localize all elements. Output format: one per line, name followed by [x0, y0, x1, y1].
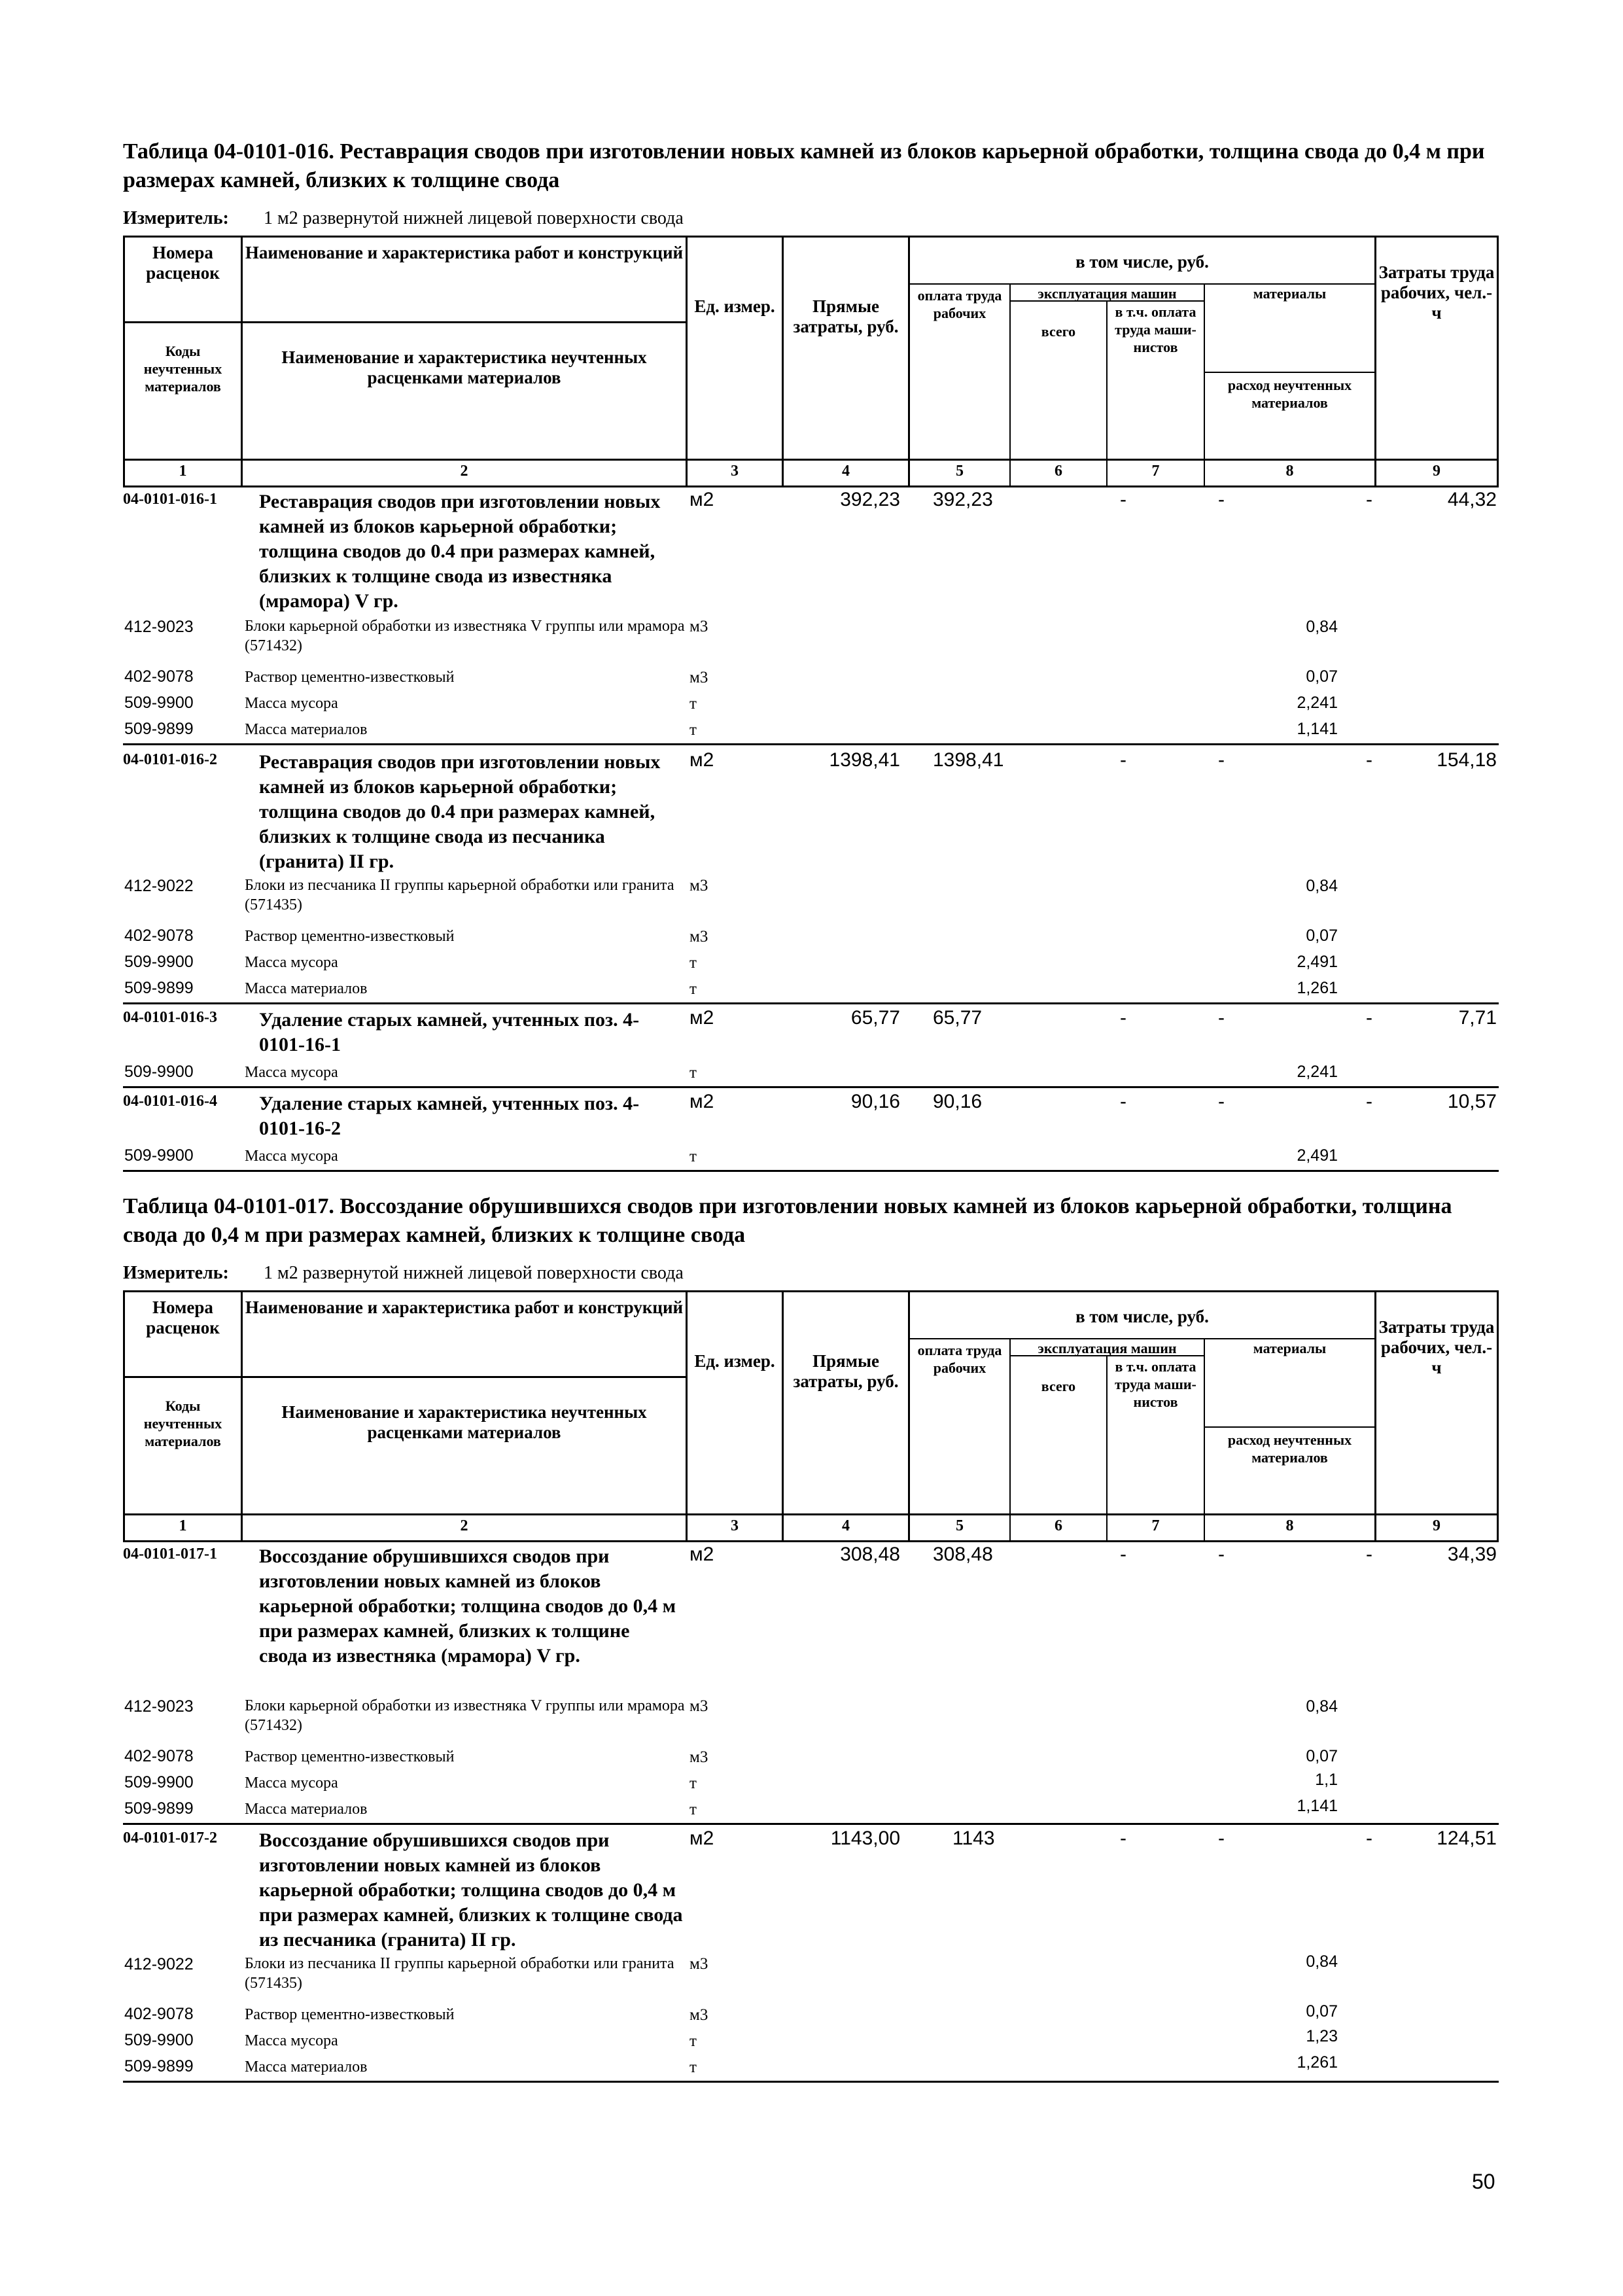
- col-index: 1: [179, 463, 187, 480]
- material-name: Масса мусора: [245, 954, 338, 971]
- rate-labor-pay: 90,16: [933, 1091, 983, 1112]
- measure-line: [123, 208, 684, 229]
- rate-labor-pay: 392,23: [933, 489, 993, 510]
- material-unit: т: [689, 695, 697, 713]
- col-index: 2: [460, 463, 468, 480]
- hdr-unit: Ед. измер.: [694, 296, 775, 316]
- material-code: 412-9023: [124, 618, 194, 636]
- material-unit: т: [689, 1064, 697, 1082]
- rate-unit: м2: [689, 1544, 714, 1565]
- col-index: 6: [1055, 1517, 1062, 1534]
- rate-materials: -: [1366, 489, 1372, 510]
- material-name: Блоки карьерной обработки из известняка V группы или мрамора (571432): [245, 618, 685, 654]
- rate-name: Удаление старых камней, учтенных поз. 4-0101-16-1: [259, 1009, 640, 1055]
- material-code: 509-9900: [124, 1773, 194, 1792]
- material-unit: т: [689, 2058, 697, 2076]
- hdr-material-codes: Коды неучтенных материалов: [143, 343, 222, 395]
- material-unit: м3: [689, 618, 708, 635]
- rate-code: 04-0101-016-1: [123, 491, 217, 508]
- material-code: 402-9078: [124, 927, 194, 945]
- material-name: Масса мусора: [245, 1064, 338, 1081]
- rate-operator-pay: -: [1218, 1007, 1225, 1029]
- rate-code: 04-0101-017-1: [123, 1545, 217, 1563]
- rate-unit: м2: [689, 1828, 714, 1849]
- material-code: 509-9900: [124, 1063, 194, 1081]
- material-code: 509-9900: [124, 2031, 194, 2049]
- material-unit: т: [689, 721, 697, 739]
- material-code: 509-9900: [124, 953, 194, 971]
- material-name: Масса мусора: [245, 2032, 338, 2049]
- material-name: Масса материалов: [245, 1801, 368, 1818]
- hdr-labor-pay: оплата труда рабочих: [917, 1342, 1002, 1376]
- hdr-labor-costs: Затраты труда рабочих, чел.-ч: [1378, 1317, 1495, 1377]
- hdr-machines: эксплуатация машин: [1038, 285, 1177, 302]
- material-unit: т: [689, 1148, 697, 1165]
- material-unit: м3: [689, 2006, 708, 2024]
- material-consumption: 2,491: [1297, 953, 1338, 971]
- rate-labor-costs: 10,57: [1447, 1091, 1497, 1112]
- material-consumption: 0,84: [1306, 1952, 1338, 1971]
- material-consumption: 1,261: [1297, 979, 1338, 997]
- material-consumption: 0,07: [1306, 667, 1338, 686]
- hdr-operator-pay: в т.ч. оплата труда маши-нистов: [1115, 304, 1196, 355]
- material-consumption: 1,23: [1306, 2027, 1338, 2045]
- material-code: 509-9899: [124, 720, 194, 738]
- material-unit: м3: [689, 1697, 708, 1715]
- col-index: 3: [731, 463, 739, 480]
- row-divider: [123, 1002, 1499, 1004]
- material-code: 412-9022: [124, 877, 194, 895]
- row-divider: [123, 743, 1499, 745]
- rate-machines-total: -: [1120, 1828, 1126, 1849]
- rate-name: Удаление старых камней, учтенных поз. 4-0101-16-2: [259, 1093, 640, 1139]
- rate-machines-total: -: [1120, 489, 1126, 510]
- hdr-direct-costs: Прямые затраты, руб.: [793, 1351, 899, 1391]
- material-name: Блоки карьерной обработки из известняка V группы или мрамора (571432): [245, 1697, 685, 1734]
- col-index: 3: [731, 1517, 739, 1534]
- col-index: 4: [842, 463, 850, 480]
- rate-labor-costs: 34,39: [1447, 1544, 1497, 1565]
- rate-direct-costs: 308,48: [840, 1544, 900, 1565]
- material-name: Блоки из песчаника II группы карьерной обработки или гранита (571435): [245, 1955, 674, 1992]
- row-divider: [123, 1086, 1499, 1088]
- rate-unit: м2: [689, 1007, 714, 1029]
- rate-labor-pay: 1143: [952, 1828, 995, 1849]
- measure-value: 1 м2 развернутой нижней лицевой поверхности свода: [264, 1263, 684, 1283]
- material-consumption: 1,261: [1297, 2053, 1338, 2072]
- hdr-machines-total: всего: [1041, 1378, 1076, 1394]
- hdr-operator-pay: в т.ч. оплата труда маши-нистов: [1115, 1358, 1196, 1410]
- hdr-machines-total: всего: [1041, 323, 1076, 340]
- rate-code: 04-0101-017-2: [123, 1829, 217, 1846]
- rate-operator-pay: -: [1218, 489, 1225, 510]
- material-consumption: 0,07: [1306, 2002, 1338, 2021]
- rate-labor-costs: 44,32: [1447, 489, 1497, 510]
- rate-materials: -: [1366, 1007, 1372, 1029]
- material-code: 402-9078: [124, 1747, 194, 1765]
- hdr-work-name: Наименование и характеристика работ и конструкций: [245, 243, 684, 262]
- rate-labor-costs: 7,71: [1458, 1007, 1497, 1029]
- col-index: 5: [956, 463, 964, 480]
- col-index: 8: [1285, 463, 1294, 480]
- col-index: 9: [1433, 1517, 1440, 1534]
- col-index: 1: [179, 1517, 187, 1534]
- material-unit: т: [689, 1801, 697, 1818]
- table-header: [123, 1290, 1499, 1542]
- rate-unit: м2: [689, 489, 714, 510]
- material-name: Масса мусора: [245, 1775, 338, 1792]
- row-divider: [123, 1823, 1499, 1825]
- material-unit: т: [689, 1775, 697, 1792]
- rate-direct-costs: 392,23: [840, 489, 900, 510]
- col-index: 9: [1433, 463, 1440, 480]
- hdr-rate-numbers: Номера расценок: [146, 243, 220, 283]
- hdr-unit: Ед. измер.: [694, 1351, 775, 1371]
- material-consumption: 2,241: [1297, 694, 1338, 712]
- col-index: 8: [1285, 1517, 1294, 1534]
- rate-name: Воссоздание обрушившихся сводов при изготовлении новых камней из блоков карьерной обработки; толщина сводов до 0,4 м при размерах камней, близких к толщине свода из известняка (мрамора) V гр.: [259, 1545, 676, 1667]
- row-divider: [123, 2081, 1499, 2083]
- material-consumption: 0,84: [1306, 1697, 1338, 1716]
- material-name: Масса материалов: [245, 980, 368, 997]
- rate-unit: м2: [689, 1091, 714, 1112]
- rate-name: Воссоздание обрушившихся сводов при изготовлении новых камней из блоков карьерной обработки; толщина сводов до 0,4 м при размерах камней, близких к толщине свода из песчаника (гранита) II гр.: [259, 1829, 683, 1951]
- material-code: 402-9078: [124, 2005, 194, 2023]
- material-name: Блоки из песчаника II группы карьерной обработки или гранита (571435): [245, 877, 674, 913]
- rate-code: 04-0101-016-3: [123, 1009, 217, 1026]
- material-code: 412-9022: [124, 1955, 194, 1973]
- rate-machines-total: -: [1120, 1007, 1126, 1029]
- hdr-consumption: расход неучтенных материалов: [1227, 377, 1352, 411]
- rate-labor-costs: 124,51: [1437, 1828, 1497, 1849]
- material-consumption: 1,141: [1297, 720, 1338, 738]
- table-header: [123, 236, 1499, 487]
- col-index: 7: [1151, 1517, 1160, 1534]
- measure-value: 1 м2 развернутой нижней лицевой поверхности свода: [264, 208, 684, 228]
- material-consumption: 1,1: [1315, 1771, 1338, 1789]
- material-code: 509-9899: [124, 979, 194, 997]
- measure-label: Измеритель:: [123, 1263, 229, 1283]
- rate-direct-costs: 1398,41: [829, 749, 900, 771]
- rate-code: 04-0101-016-4: [123, 1093, 217, 1110]
- hdr-rate-numbers: Номера расценок: [146, 1298, 220, 1337]
- hdr-labor-costs: Затраты труда рабочих, чел.-ч: [1378, 262, 1495, 323]
- col-index: 4: [842, 1517, 850, 1534]
- rate-machines-total: -: [1120, 1544, 1126, 1565]
- material-unit: т: [689, 954, 697, 972]
- hdr-material-name: Наименование и характеристика неучтенных расценками материалов: [281, 347, 647, 387]
- rate-labor-pay: 1398,41: [933, 749, 1004, 771]
- material-name: Масса материалов: [245, 2058, 368, 2075]
- measure-line: [123, 1263, 684, 1284]
- material-name: Раствор цементно-известковый: [245, 928, 455, 945]
- material-code: 509-9899: [124, 2057, 194, 2075]
- material-unit: т: [689, 2032, 697, 2050]
- material-code: 509-9900: [124, 1146, 194, 1165]
- rate-labor-pay: 65,77: [933, 1007, 983, 1029]
- rate-name: Реставрация сводов при изготовлении новых камней из блоков карьерной обработки; толщина сводов до 0.4 при размерах камней, близких к толщине свода из песчаника (гранита) II гр.: [259, 751, 661, 872]
- material-code: 412-9023: [124, 1697, 194, 1716]
- rate-direct-costs: 1143,00: [830, 1828, 900, 1849]
- material-unit: м3: [689, 928, 708, 945]
- material-consumption: 2,491: [1297, 1146, 1338, 1165]
- material-unit: м3: [689, 1955, 708, 1973]
- material-consumption: 0,07: [1306, 927, 1338, 945]
- rate-operator-pay: -: [1218, 1544, 1225, 1565]
- material-unit: м3: [689, 1748, 708, 1766]
- rate-direct-costs: 65,77: [850, 1007, 900, 1029]
- hdr-materials: материалы: [1253, 1340, 1327, 1356]
- row-divider: [123, 1170, 1499, 1172]
- material-code: 402-9078: [124, 667, 194, 686]
- material-consumption: 1,141: [1297, 1797, 1338, 1815]
- material-name: Раствор цементно-известковый: [245, 1748, 455, 1765]
- hdr-direct-costs: Прямые затраты, руб.: [793, 296, 899, 336]
- material-name: Масса материалов: [245, 721, 368, 738]
- rate-operator-pay: -: [1218, 1091, 1225, 1112]
- rate-materials: -: [1366, 1828, 1372, 1849]
- rate-unit: м2: [689, 749, 714, 771]
- table-title: Таблица 04-0101-017. Воссоздание обрушившихся сводов при изготовлении новых камней из блоков карьерной обработки, толщина свода до 0,4 м при размерах камней, близких к толщине свода: [123, 1194, 1452, 1247]
- material-consumption: 0,07: [1306, 1747, 1338, 1765]
- hdr-material-codes: Коды неучтенных материалов: [143, 1398, 222, 1449]
- rate-operator-pay: -: [1218, 1828, 1225, 1849]
- rate-machines-total: -: [1120, 1091, 1126, 1112]
- rate-materials: -: [1366, 1091, 1372, 1112]
- hdr-material-name: Наименование и характеристика неучтенных расценками материалов: [281, 1402, 647, 1442]
- col-index: 2: [460, 1517, 468, 1534]
- col-index: 6: [1055, 463, 1062, 480]
- rate-name: Реставрация сводов при изготовлении новых камней из блоков карьерной обработки; толщина сводов до 0.4 при размерах камней, близких к толщине свода из известняка (мрамора) V гр.: [259, 491, 661, 612]
- measure-label: Измеритель:: [123, 208, 229, 228]
- hdr-including: в том числе, руб.: [1075, 252, 1209, 272]
- rate-direct-costs: 90,16: [850, 1091, 900, 1112]
- material-consumption: 0,84: [1306, 877, 1338, 895]
- hdr-including: в том числе, руб.: [1075, 1307, 1209, 1326]
- rate-labor-pay: 308,48: [933, 1544, 993, 1565]
- material-name: Раствор цементно-известковый: [245, 2006, 455, 2023]
- material-name: Масса мусора: [245, 695, 338, 712]
- hdr-consumption: расход неучтенных материалов: [1227, 1432, 1352, 1466]
- material-name: Масса мусора: [245, 1148, 338, 1165]
- col-index: 7: [1151, 463, 1160, 480]
- rate-materials: -: [1366, 1544, 1372, 1565]
- material-unit: м3: [689, 669, 708, 686]
- material-unit: м3: [689, 877, 708, 894]
- table-title: Таблица 04-0101-016. Реставрация сводов при изготовлении новых камней из блоков карьерной обработки, толщина свода до 0,4 м при размерах камней, близких к толщине свода: [123, 139, 1485, 192]
- material-consumption: 0,84: [1306, 618, 1338, 636]
- rate-materials: -: [1366, 749, 1372, 771]
- rate-operator-pay: -: [1218, 749, 1225, 771]
- hdr-materials: материалы: [1253, 285, 1327, 302]
- material-name: Раствор цементно-известковый: [245, 669, 455, 686]
- col-index: 5: [956, 1517, 964, 1534]
- material-consumption: 2,241: [1297, 1063, 1338, 1081]
- material-code: 509-9900: [124, 694, 194, 712]
- hdr-work-name: Наименование и характеристика работ и конструкций: [245, 1298, 684, 1317]
- material-unit: т: [689, 980, 697, 998]
- material-code: 509-9899: [124, 1799, 194, 1818]
- page-number: 50: [1472, 2170, 1495, 2193]
- rate-code: 04-0101-016-2: [123, 751, 217, 768]
- hdr-labor-pay: оплата труда рабочих: [917, 287, 1002, 321]
- rate-labor-costs: 154,18: [1437, 749, 1497, 771]
- rate-machines-total: -: [1120, 749, 1126, 771]
- hdr-machines: эксплуатация машин: [1038, 1340, 1177, 1356]
